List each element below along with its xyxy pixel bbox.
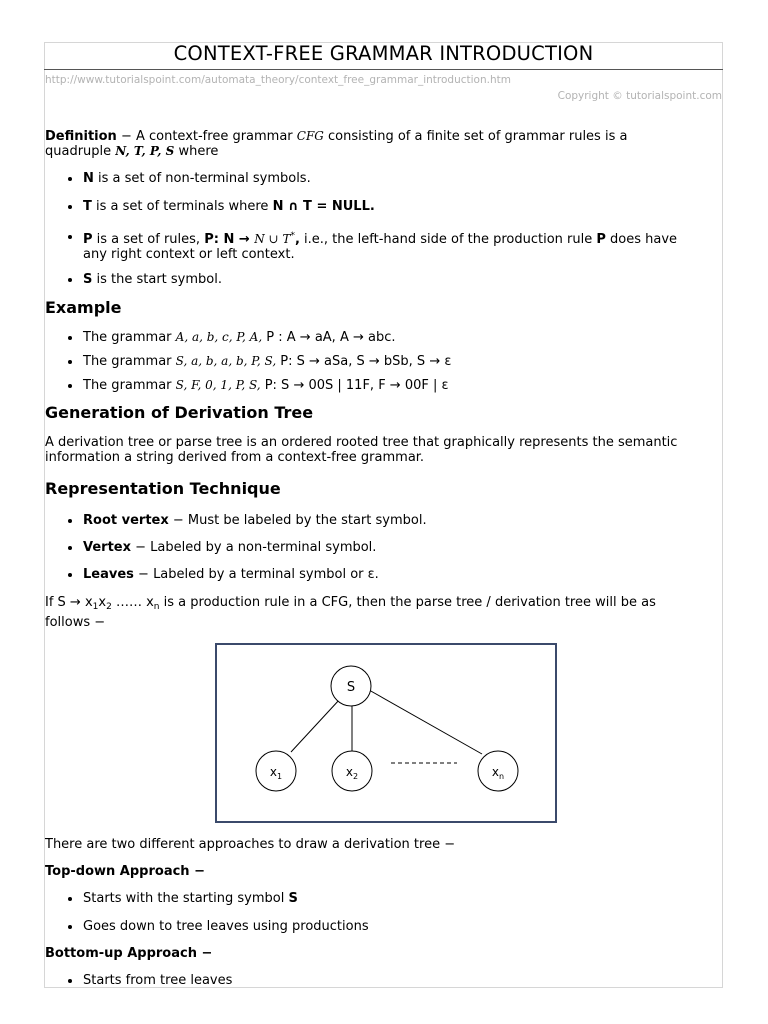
- bullet: [67, 513, 75, 528]
- generation-heading: Generation of Derivation Tree: [45, 403, 314, 422]
- bullet: [67, 378, 75, 393]
- definition-label: Definition: [45, 129, 117, 144]
- bullet: [67, 540, 75, 555]
- definition-paragraph: [45, 129, 717, 159]
- leaf-label: $x_2$: [345, 765, 359, 781]
- bullet: [67, 330, 75, 345]
- definition-text: quadruple: [45, 144, 116, 159]
- list-item: Goes down to tree leaves using productions: [83, 919, 369, 934]
- diagram-border: [216, 644, 556, 822]
- bullet: [67, 973, 75, 988]
- list-item: Starts from tree leaves: [83, 973, 233, 988]
- leaf-label: $x_1$: [269, 765, 283, 781]
- list-item: Vertex − Labeled by a non-terminal symbol.: [83, 540, 377, 555]
- topdown-heading: Top-down Approach −: [45, 864, 205, 879]
- list-item: Root vertex − Must be labeled by the start symbol.: [83, 513, 427, 528]
- bullet: [67, 891, 75, 906]
- title-divider: [44, 69, 723, 70]
- bottomup-heading: Bottom-up Approach −: [45, 946, 213, 961]
- cfg-math: CFG: [296, 129, 324, 143]
- list-item: N is a set of non-terminal symbols.: [83, 171, 311, 186]
- bullet: [67, 272, 75, 287]
- bullet: [67, 567, 75, 582]
- definition-text: consisting of a finite set of grammar rules is a: [323, 129, 628, 144]
- leaf-label: $x_n$: [491, 765, 505, 781]
- source-url[interactable]: http://www.tutorialspoint.com/automata_theory/context_free_grammar_introduction.htm: [45, 74, 511, 86]
- list-item: P is a set of rules, P: N → N ∪ T*, i.e., the left-hand side of the production rule P does have any right context or left context.: [83, 231, 678, 262]
- bullet: [67, 171, 75, 186]
- bullet: [67, 919, 75, 934]
- root-label: S: [346, 680, 356, 695]
- page-title: CONTEXT-FREE GRAMMAR INTRODUCTION: [173, 42, 594, 65]
- tuple-math: N, T, P, S: [115, 144, 175, 158]
- bullet: [67, 199, 75, 214]
- bullet: [67, 229, 75, 244]
- example-heading: Example: [45, 298, 122, 317]
- copyright-notice: Copyright © tutorialspoint.com: [557, 90, 722, 102]
- list-item: S is the start symbol.: [83, 272, 222, 287]
- definition-text: where: [174, 144, 219, 159]
- derivation-tree-diagram: [215, 643, 557, 823]
- list-item: Starts with the starting symbol S: [83, 891, 298, 906]
- approaches-intro: There are two different approaches to draw a derivation tree −: [45, 837, 456, 852]
- list-item: T is a set of terminals where N ∩ T = NULL.: [83, 199, 375, 214]
- list-item: The grammar S, F, 0, 1, P, S, P: S → 00S | 11F, F → 00F | ε: [83, 378, 449, 393]
- list-item: The grammar S, a, b, a, b, P, S, P: S → aSa, S → bSb, S → ε: [83, 354, 452, 369]
- production-rule-paragraph: If $S \to x_1x_2$ …… $x_n$ is a production rule in a CFG, then the parse tree / derivation tree will be as follows −: [45, 595, 656, 630]
- list-item: Leaves − Labeled by a terminal symbol or ε.: [83, 567, 379, 582]
- generation-paragraph: A derivation tree or parse tree is an ordered rooted tree that graphically represents the semantic information a string derived from a context-free grammar.: [45, 435, 678, 465]
- representation-heading: Representation Technique: [45, 479, 281, 498]
- list-item: The grammar A, a, b, c, P, A, P : A → aA, A → abc.: [83, 330, 396, 345]
- bullet: [67, 354, 75, 369]
- definition-text: − A context-free grammar: [116, 129, 297, 144]
